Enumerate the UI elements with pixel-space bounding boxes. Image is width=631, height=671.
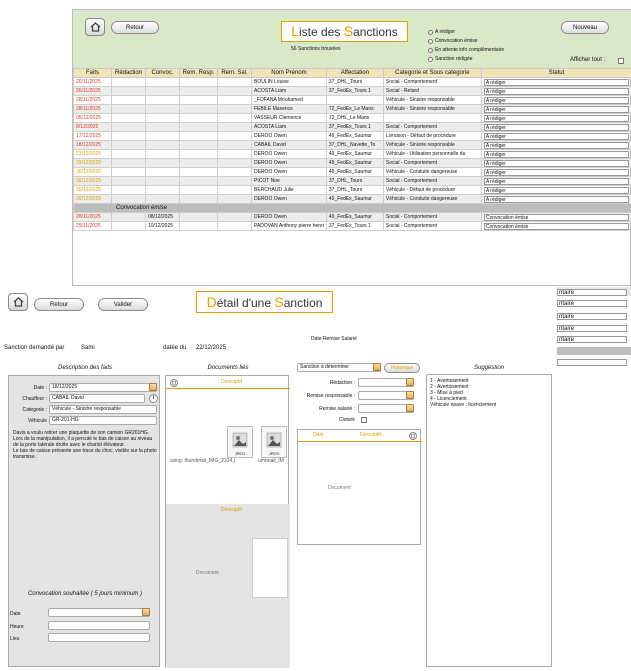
radio-icon bbox=[428, 48, 433, 53]
cloture-checkbox[interactable] bbox=[361, 417, 367, 423]
cell-rem-sal bbox=[218, 105, 252, 114]
cloture-label: Cloturé bbox=[338, 417, 355, 423]
cell-nom: DEROO Owen bbox=[252, 159, 327, 168]
doc-preview-area bbox=[166, 504, 290, 668]
validate-button[interactable]: Valider bbox=[98, 298, 148, 311]
cell-rem-resp bbox=[180, 78, 218, 87]
cell-statut bbox=[481, 78, 631, 87]
status-field[interactable]: A rédiger bbox=[484, 79, 629, 86]
table-row[interactable] bbox=[74, 150, 631, 159]
cell-convoc bbox=[146, 114, 180, 123]
cell-rem-sal bbox=[218, 78, 252, 87]
list-header bbox=[73, 10, 631, 68]
cell-statut bbox=[481, 177, 631, 186]
cell-redaction bbox=[112, 87, 146, 96]
cell-categorie: Social - Comportement bbox=[383, 222, 481, 231]
cell-rem-resp bbox=[180, 123, 218, 132]
cell-faits: 8/12/2025 bbox=[74, 123, 112, 132]
sanctions-list-window bbox=[72, 9, 631, 286]
cell-affectation bbox=[326, 96, 383, 105]
cell-categorie: Social - Retard bbox=[383, 87, 481, 96]
cell-faits: 05/12/2025 bbox=[74, 114, 112, 123]
col-rem-sal[interactable]: Rem. Sal. bbox=[218, 69, 252, 78]
col-faits[interactable]: Faits bbox=[74, 69, 112, 78]
facts-title: Description des faits bbox=[57, 365, 113, 371]
result-count: 56 Sanctions trouvées bbox=[291, 46, 341, 52]
status-field[interactable]: A rédiger bbox=[484, 142, 629, 149]
filter-a-rediger[interactable]: A rédiger bbox=[428, 29, 455, 35]
date-remise-label: Date Remise Salarié bbox=[311, 336, 357, 342]
cell-affectation: 72_DHL_Le Mans bbox=[326, 114, 383, 123]
date-field[interactable]: 18/12/2025 bbox=[49, 383, 157, 392]
cell-rem-resp bbox=[180, 87, 218, 96]
table-row[interactable] bbox=[74, 141, 631, 150]
cell-categorie bbox=[383, 114, 481, 123]
cell-rem-resp bbox=[180, 186, 218, 195]
conv-date-field[interactable] bbox=[48, 608, 150, 617]
cell-convoc bbox=[146, 78, 180, 87]
home-button[interactable] bbox=[85, 18, 105, 36]
cell-statut bbox=[481, 105, 631, 114]
history-button[interactable]: Historique bbox=[384, 363, 420, 373]
cell-redaction bbox=[112, 159, 146, 168]
image-file-icon bbox=[229, 431, 253, 451]
doc-thumbnail-1[interactable]: JPEG bbox=[227, 426, 253, 458]
list-title bbox=[281, 21, 408, 42]
cell-rem-resp bbox=[180, 159, 218, 168]
home-icon bbox=[13, 297, 24, 307]
cell-categorie: Livraison - Défaut de procédure bbox=[383, 132, 481, 141]
remise-sal-date-icon[interactable] bbox=[406, 404, 414, 412]
divider bbox=[298, 441, 422, 442]
cell-convoc bbox=[146, 123, 180, 132]
table-row[interactable] bbox=[74, 105, 631, 114]
table-body bbox=[74, 78, 631, 231]
cell-redaction bbox=[112, 114, 146, 123]
cell-faits: 28/11/2025 bbox=[74, 213, 112, 222]
cell-rem-resp bbox=[180, 114, 218, 123]
driver-label: Chauffeur : bbox=[22, 396, 47, 402]
cell-affectation: 37_DHL_Navette_To bbox=[326, 141, 383, 150]
cell-nom: PICOT Noe bbox=[252, 177, 327, 186]
requested-by-value: Sami bbox=[81, 345, 95, 351]
show-all-label: Afficher tout : bbox=[570, 57, 606, 63]
status-dropdown-icon[interactable] bbox=[373, 363, 381, 371]
status-field[interactable]: A rédiger bbox=[484, 187, 629, 194]
divider bbox=[166, 388, 290, 389]
table-row[interactable] bbox=[74, 195, 631, 204]
cell-nom: ACOSTA Liam bbox=[252, 87, 327, 96]
cell-categorie: Véhicule - Utilisation personnelle du bbox=[383, 150, 481, 159]
cell-rem-sal bbox=[218, 186, 252, 195]
cell-affectation: 37_FedEx_Tours 1 bbox=[326, 222, 383, 231]
cell-convoc bbox=[146, 141, 180, 150]
status-field[interactable]: A rédiger bbox=[484, 169, 629, 176]
cell-categorie: Social - Comportement bbox=[383, 213, 481, 222]
status-field[interactable]: A rédiger bbox=[484, 88, 629, 95]
cell-rem-sal bbox=[218, 168, 252, 177]
cell-rem-resp bbox=[180, 222, 218, 231]
table-row[interactable] bbox=[74, 132, 631, 141]
cell-rem-resp bbox=[180, 141, 218, 150]
table-row[interactable] bbox=[74, 168, 631, 177]
date-label: Date : bbox=[33, 385, 47, 391]
cell-statut bbox=[481, 222, 631, 231]
cell-statut bbox=[481, 96, 631, 105]
trash-icon[interactable] bbox=[170, 379, 178, 387]
cell-categorie: Social - Comportement bbox=[383, 177, 481, 186]
image-file-icon bbox=[263, 431, 287, 451]
suggestion-text: 1 - Avertissement 2 - Avertissement 3 - Mise à pied 4 - Licenciement Véhicule épave : licenciement bbox=[430, 378, 497, 408]
cell-statut bbox=[481, 213, 631, 222]
cell-statut bbox=[481, 168, 631, 177]
cell-rem-sal bbox=[218, 222, 252, 231]
redaction-date-icon[interactable] bbox=[406, 378, 414, 386]
cell-rem-sal bbox=[218, 123, 252, 132]
cell-rem-resp bbox=[180, 105, 218, 114]
cell-rem-sal bbox=[218, 87, 252, 96]
col-convoc[interactable]: Convoc. bbox=[146, 69, 180, 78]
conv-hour-label: Heure bbox=[10, 624, 24, 630]
detail-home-button[interactable] bbox=[8, 293, 28, 311]
document-label: Document bbox=[196, 570, 219, 576]
list-overflow bbox=[557, 287, 631, 373]
filter-convocation-emise[interactable]: Convocation émise bbox=[428, 38, 478, 44]
cell-faits: 28/11/2025 bbox=[74, 96, 112, 105]
table-row[interactable] bbox=[74, 186, 631, 195]
cell-nom: DEROO Owen bbox=[252, 132, 327, 141]
cell-statut bbox=[481, 195, 631, 204]
cell-faits: 29/11/2025 bbox=[74, 222, 112, 231]
cell-redaction bbox=[112, 222, 146, 231]
status-field[interactable]: A rédiger bbox=[484, 124, 629, 131]
cell-nom: VASSEUR Clemence bbox=[252, 114, 327, 123]
docs-panel bbox=[165, 375, 289, 667]
detail-title bbox=[196, 291, 333, 313]
dated-label: datée du bbox=[163, 345, 187, 351]
cell-faits: 30/12/2025 bbox=[74, 168, 112, 177]
cell-redaction bbox=[112, 195, 146, 204]
radio-icon bbox=[428, 57, 433, 62]
cell-convoc bbox=[146, 132, 180, 141]
cell-rem-sal bbox=[218, 96, 252, 105]
cell-rem-sal bbox=[218, 159, 252, 168]
table-row[interactable] bbox=[74, 78, 631, 87]
convocation-title: Convocation souhaitée ( 5 jours minimum ) bbox=[27, 591, 143, 597]
trash-icon[interactable] bbox=[409, 432, 417, 440]
cell-redaction bbox=[112, 78, 146, 87]
cell-affectation: 49_FedEx_Saumur bbox=[326, 150, 383, 159]
cell-faits: 30/12/2025 bbox=[74, 177, 112, 186]
conv-place-label: Lieu bbox=[10, 636, 20, 642]
overflow-status-2: ntaire bbox=[557, 300, 627, 307]
table-row[interactable] bbox=[74, 222, 631, 231]
descriptif-label-2: Descriptif bbox=[221, 507, 242, 513]
cell-convoc bbox=[146, 87, 180, 96]
col-affectation[interactable]: Affectation bbox=[326, 69, 383, 78]
overflow-status-4: ntaire bbox=[557, 325, 627, 332]
cell-nom: BERCHAUD Julie bbox=[252, 186, 327, 195]
cell-categorie: Social - Comportement bbox=[383, 159, 481, 168]
detail-title-text: Détail d'une Sanction bbox=[206, 294, 323, 310]
cell-rem-resp bbox=[180, 168, 218, 177]
cell-rem-sal bbox=[218, 150, 252, 159]
dated-value: 22/12/2025 bbox=[196, 345, 227, 351]
remise-resp-date-icon[interactable] bbox=[406, 391, 414, 399]
status-field[interactable]: Convocation émise bbox=[484, 214, 629, 221]
docs-title: Documents liés bbox=[207, 365, 249, 371]
cell-rem-sal bbox=[218, 177, 252, 186]
group-label: Convocation émise bbox=[74, 204, 631, 213]
cell-convoc bbox=[146, 177, 180, 186]
cell-faits: 23/12/2025 bbox=[74, 150, 112, 159]
cell-statut bbox=[481, 141, 631, 150]
group-header-convocation bbox=[74, 204, 631, 213]
show-all-checkbox[interactable] bbox=[618, 58, 624, 64]
cell-redaction bbox=[112, 132, 146, 141]
cell-nom: DEROO Owen bbox=[252, 213, 327, 222]
cell-affectation: 49_FedEx_Saumur bbox=[326, 132, 383, 141]
facts-description[interactable]: Davis a voulu retirer une plaquette de son camion GR201HG. Lors de la manipulation, il a percuté le bas de caisse au niveau de la porte latérale droite avec le chariot élévateur. Le bas de caisse présente une trace du choc, visible sur la photo transmise. bbox=[13, 430, 157, 460]
cell-categorie: Social - Comportement bbox=[383, 123, 481, 132]
conv-hour-field[interactable] bbox=[48, 621, 150, 630]
cell-affectation: 72_FedEx_Le Mans bbox=[326, 105, 383, 114]
vehicle-label: Véhicule bbox=[27, 418, 47, 424]
descriptif-col-label: Descriptif bbox=[360, 432, 381, 438]
cell-statut bbox=[481, 114, 631, 123]
descriptif-label: Descriptif bbox=[221, 379, 242, 385]
requested-by-label: Sanction demandé par bbox=[4, 345, 65, 351]
overflow-status-5: ntaire bbox=[557, 336, 627, 343]
cell-rem-resp bbox=[180, 150, 218, 159]
cell-nom: DEROO Owen bbox=[252, 150, 327, 159]
status-field[interactable]: A rédiger bbox=[484, 196, 629, 203]
cell-categorie: Véhicule - Sinistre responsable bbox=[383, 141, 481, 150]
cell-faits: 17/12/2025 bbox=[74, 132, 112, 141]
table-row[interactable] bbox=[74, 123, 631, 132]
radio-icon bbox=[428, 30, 433, 35]
cell-rem-sal bbox=[218, 141, 252, 150]
driver-field[interactable]: CABAIL David bbox=[49, 394, 145, 403]
cell-faits: 29/12/2025 bbox=[74, 159, 112, 168]
cell-affectation: 37_FedEx_Tours 1 bbox=[326, 123, 383, 132]
conv-date-label: Date bbox=[10, 611, 21, 617]
cell-redaction bbox=[112, 186, 146, 195]
status-select[interactable]: Sanction à déterminer bbox=[297, 363, 381, 372]
cell-convoc bbox=[146, 195, 180, 204]
cell-statut bbox=[481, 159, 631, 168]
cell-categorie: Véhicule - Conduite dangereuse bbox=[383, 168, 481, 177]
status-field[interactable]: A rédiger bbox=[484, 160, 629, 167]
sanction-detail-window bbox=[0, 287, 631, 671]
cell-convoc bbox=[146, 105, 180, 114]
remise-sal-label: Remise salarié : bbox=[319, 406, 355, 412]
cell-redaction bbox=[112, 150, 146, 159]
cell-faits: 26/11/2025 bbox=[74, 87, 112, 96]
table-row[interactable] bbox=[74, 159, 631, 168]
cell-nom: DEROO Owen bbox=[252, 195, 327, 204]
cell-nom: BOULIN Louise bbox=[252, 78, 327, 87]
cell-statut bbox=[481, 150, 631, 159]
status-field[interactable]: A rédiger bbox=[484, 133, 629, 140]
col-statut[interactable]: Statut bbox=[481, 69, 631, 78]
cell-convoc: 08/12/2025 bbox=[146, 213, 180, 222]
col-redaction[interactable]: Rédaction bbox=[112, 69, 146, 78]
doc-name-1: ssing: thumbnail_IMG_2324.j bbox=[170, 458, 235, 464]
redaction-label: Rédaction : bbox=[329, 380, 355, 386]
suggestion-panel bbox=[426, 374, 552, 667]
remise-docs-panel bbox=[297, 429, 421, 545]
cell-convoc bbox=[146, 168, 180, 177]
cell-categorie: Véhicule - Sinistre responsable bbox=[383, 105, 481, 114]
cell-affectation: 37_DHL_Tours bbox=[326, 78, 383, 87]
cell-redaction bbox=[112, 168, 146, 177]
cell-nom: CABAIL David bbox=[252, 141, 327, 150]
cell-rem-resp bbox=[180, 177, 218, 186]
sanctions-table bbox=[73, 68, 631, 231]
status-field[interactable]: A rédiger bbox=[484, 97, 629, 104]
cell-redaction bbox=[112, 141, 146, 150]
suggestion-title: Suggestion bbox=[473, 365, 505, 371]
cell-rem-resp bbox=[180, 96, 218, 105]
new-button[interactable]: Nouveau bbox=[561, 21, 609, 34]
overflow-status-1: ntaire bbox=[557, 289, 627, 296]
cell-nom: ACOSTA Liam bbox=[252, 123, 327, 132]
cell-faits: 30/12/2025 bbox=[74, 195, 112, 204]
cell-convoc bbox=[146, 150, 180, 159]
conv-date-icon[interactable] bbox=[142, 608, 150, 616]
status-field[interactable]: A rédiger bbox=[484, 115, 629, 122]
cell-statut bbox=[481, 132, 631, 141]
status-field[interactable]: A rédiger bbox=[484, 178, 629, 185]
cell-rem-resp bbox=[180, 132, 218, 141]
detail-back-button[interactable]: Retour bbox=[34, 298, 84, 311]
cell-rem-resp bbox=[180, 195, 218, 204]
list-back-button[interactable]: Retour bbox=[111, 21, 159, 34]
doc-name-2: umbnail_IM bbox=[258, 458, 284, 464]
cell-nom: FEBILE Maxence bbox=[252, 105, 327, 114]
cell-categorie: Social - Comportement bbox=[383, 78, 481, 87]
category-label: Categorie : bbox=[22, 407, 47, 413]
cell-affectation: 49_FedEx_Saumur bbox=[326, 195, 383, 204]
cell-rem-sal bbox=[218, 132, 252, 141]
doc-preview-page bbox=[252, 538, 288, 598]
cell-rem-sal bbox=[218, 195, 252, 204]
cell-convoc bbox=[146, 186, 180, 195]
cell-nom: _FOFANA Mouhamed bbox=[252, 96, 327, 105]
cell-redaction bbox=[112, 105, 146, 114]
table-row[interactable] bbox=[74, 87, 631, 96]
cell-rem-resp bbox=[180, 213, 218, 222]
cell-affectation: 37_DHL_Tours bbox=[326, 186, 383, 195]
status-field[interactable]: A rédiger bbox=[484, 106, 629, 113]
table-row[interactable] bbox=[74, 114, 631, 123]
cell-redaction bbox=[112, 213, 146, 222]
cell-categorie: Véhicule - Sinistre responsable bbox=[383, 96, 481, 105]
list-title-text: Liste des Sanctions bbox=[291, 23, 398, 39]
date-dropdown-icon[interactable] bbox=[149, 383, 157, 391]
cell-statut bbox=[481, 186, 631, 195]
cell-affectation: 49_FedEx_Saumur bbox=[326, 168, 383, 177]
remise-document-label: Document bbox=[328, 485, 351, 491]
cell-redaction bbox=[112, 96, 146, 105]
cell-convoc: 10/12/2025 bbox=[146, 222, 180, 231]
cell-convoc bbox=[146, 96, 180, 105]
cell-rem-sal bbox=[218, 114, 252, 123]
cell-statut bbox=[481, 123, 631, 132]
cell-faits: 30/12/2025 bbox=[74, 186, 112, 195]
cell-faits: 18/12/2025 bbox=[74, 141, 112, 150]
status-field[interactable]: Convocation émise bbox=[484, 223, 629, 230]
cell-affectation: 49_FedEx_Saumur bbox=[326, 159, 383, 168]
col-nom[interactable]: Nom Prénom bbox=[252, 69, 327, 78]
table-row[interactable] bbox=[74, 177, 631, 186]
cell-faits: 20/11/2025 bbox=[74, 78, 112, 87]
remise-resp-label: Remise responsable : bbox=[306, 393, 355, 399]
cell-redaction bbox=[112, 177, 146, 186]
vehicle-field[interactable]: GR-201-HG bbox=[49, 416, 157, 425]
filter-sanction-redigee[interactable]: Sanction rédigée bbox=[428, 56, 473, 62]
radio-icon bbox=[428, 39, 433, 44]
cell-statut bbox=[481, 87, 631, 96]
col-categorie[interactable]: Categorie et Sous categorie bbox=[383, 69, 481, 78]
home-icon bbox=[90, 22, 101, 32]
date-col-label: Date bbox=[313, 432, 324, 438]
overflow-status-3: ntaire bbox=[557, 313, 627, 320]
cell-categorie: Véhicule - Conduite dangereuse bbox=[383, 195, 481, 204]
cell-faits: 28/11/2025 bbox=[74, 105, 112, 114]
cell-affectation: 37_FedEx_Tours 1 bbox=[326, 87, 383, 96]
table-row[interactable] bbox=[74, 213, 631, 222]
cell-affectation: 37_DHL_Tours bbox=[326, 177, 383, 186]
cell-redaction bbox=[112, 123, 146, 132]
cell-rem-sal bbox=[218, 213, 252, 222]
cell-affectation: 49_FedEx_Saumur bbox=[326, 213, 383, 222]
info-icon[interactable]: i bbox=[149, 394, 158, 403]
cell-nom: DEROO Owen bbox=[252, 168, 327, 177]
table-row[interactable] bbox=[74, 96, 631, 105]
doc-thumbnail-2[interactable]: JPEG bbox=[261, 426, 287, 458]
cell-categorie: Véhicule - Défaut de procédure bbox=[383, 186, 481, 195]
conv-place-field[interactable] bbox=[48, 633, 150, 642]
status-field[interactable]: A rédiger bbox=[484, 151, 629, 158]
col-rem-resp[interactable]: Rem. Resp. bbox=[180, 69, 218, 78]
cell-nom: PADOVAN Anthony pierre henri bbox=[252, 222, 327, 231]
category-field[interactable]: Véhicule - Sinistre responsable bbox=[49, 405, 157, 414]
filter-attente-info[interactable]: En attente info complémentaire bbox=[428, 47, 504, 53]
cell-convoc bbox=[146, 159, 180, 168]
